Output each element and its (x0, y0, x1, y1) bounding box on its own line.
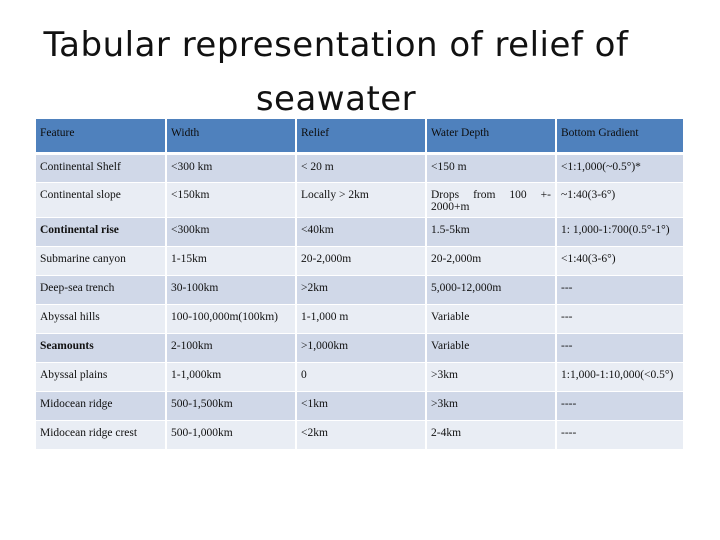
table-row (36, 392, 684, 421)
cell-relief: 1-1,000 m (296, 305, 426, 334)
cell-feature: Abyssal hills (36, 305, 166, 334)
cell-width: 1-1,000km (166, 363, 296, 392)
title-line-1: Tabular representation of relief of (43, 25, 629, 65)
depth-word: 100 (509, 189, 527, 201)
cell-gradient: 1:1,000-1:10,000(<0.5°) (556, 363, 684, 392)
header-feature: Feature (36, 119, 166, 154)
cell-depth (426, 183, 556, 218)
depth-word: from (473, 189, 496, 201)
cell-depth: Variable (426, 334, 556, 363)
cell-relief: <40km (296, 218, 426, 247)
cell-width: <150km (166, 183, 296, 218)
cell-relief: < 20 m (296, 154, 426, 183)
header-relief: Relief (296, 119, 426, 154)
cell-feature: Continental rise (36, 218, 166, 247)
cell-depth: >3km (426, 392, 556, 421)
table-row (36, 247, 684, 276)
cell-gradient: ~1:40(3-6°) (556, 183, 684, 218)
cell-gradient: ---- (556, 421, 684, 450)
cell-width: 100-100,000m(100km) (166, 305, 296, 334)
cell-depth: 1.5-5km (426, 218, 556, 247)
cell-depth: >3km (426, 363, 556, 392)
cell-depth: 5,000-12,000m (426, 276, 556, 305)
cell-relief: Locally > 2km (296, 183, 426, 218)
cell-gradient: <1:1,000(~0.5°)* (556, 154, 684, 183)
cell-width: 500-1,000km (166, 421, 296, 450)
table-header-row (36, 119, 684, 154)
cell-feature: Abyssal plains (36, 363, 166, 392)
cell-width: 500-1,500km (166, 392, 296, 421)
cell-gradient: <1:40(3-6°) (556, 247, 684, 276)
title-line-2: seawater (255, 79, 417, 119)
cell-depth: <150 m (426, 154, 556, 183)
cell-feature: Continental Shelf (36, 154, 166, 183)
cell-width: 30-100km (166, 276, 296, 305)
cell-feature: Midocean ridge crest (36, 421, 166, 450)
header-width: Width (166, 119, 296, 154)
cell-width: 2-100km (166, 334, 296, 363)
table-row (36, 334, 684, 363)
relief-table (36, 119, 685, 450)
cell-feature: Deep-sea trench (36, 276, 166, 305)
cell-width: 1-15km (166, 247, 296, 276)
table-row (36, 154, 684, 183)
table-row (36, 363, 684, 392)
cell-feature: Seamounts (36, 334, 166, 363)
depth-word: +- (540, 189, 551, 201)
depth-justified-line (431, 189, 551, 201)
cell-gradient: --- (556, 334, 684, 363)
table-row (36, 276, 684, 305)
cell-relief: <1km (296, 392, 426, 421)
table-row (36, 218, 684, 247)
cell-gradient: --- (556, 276, 684, 305)
cell-feature: Continental slope (36, 183, 166, 218)
cell-relief: 20-2,000m (296, 247, 426, 276)
table-row (36, 305, 684, 334)
slide-title (0, 18, 672, 126)
header-water-depth: Water Depth (426, 119, 556, 154)
cell-relief: >1,000km (296, 334, 426, 363)
cell-depth: 2-4km (426, 421, 556, 450)
depth-word: Drops (431, 189, 460, 201)
depth-second-line: 2000+m (431, 201, 470, 213)
table-row (36, 183, 684, 218)
cell-feature: Submarine canyon (36, 247, 166, 276)
cell-gradient: --- (556, 305, 684, 334)
cell-gradient: ---- (556, 392, 684, 421)
cell-gradient: 1: 1,000-1:700(0.5°-1°) (556, 218, 684, 247)
cell-relief: 0 (296, 363, 426, 392)
cell-width: <300 km (166, 154, 296, 183)
cell-depth: 20-2,000m (426, 247, 556, 276)
cell-width: <300km (166, 218, 296, 247)
table-row (36, 421, 684, 450)
cell-depth: Variable (426, 305, 556, 334)
cell-relief: <2km (296, 421, 426, 450)
cell-relief: >2km (296, 276, 426, 305)
header-bottom-gradient: Bottom Gradient (556, 119, 684, 154)
cell-feature: Midocean ridge (36, 392, 166, 421)
